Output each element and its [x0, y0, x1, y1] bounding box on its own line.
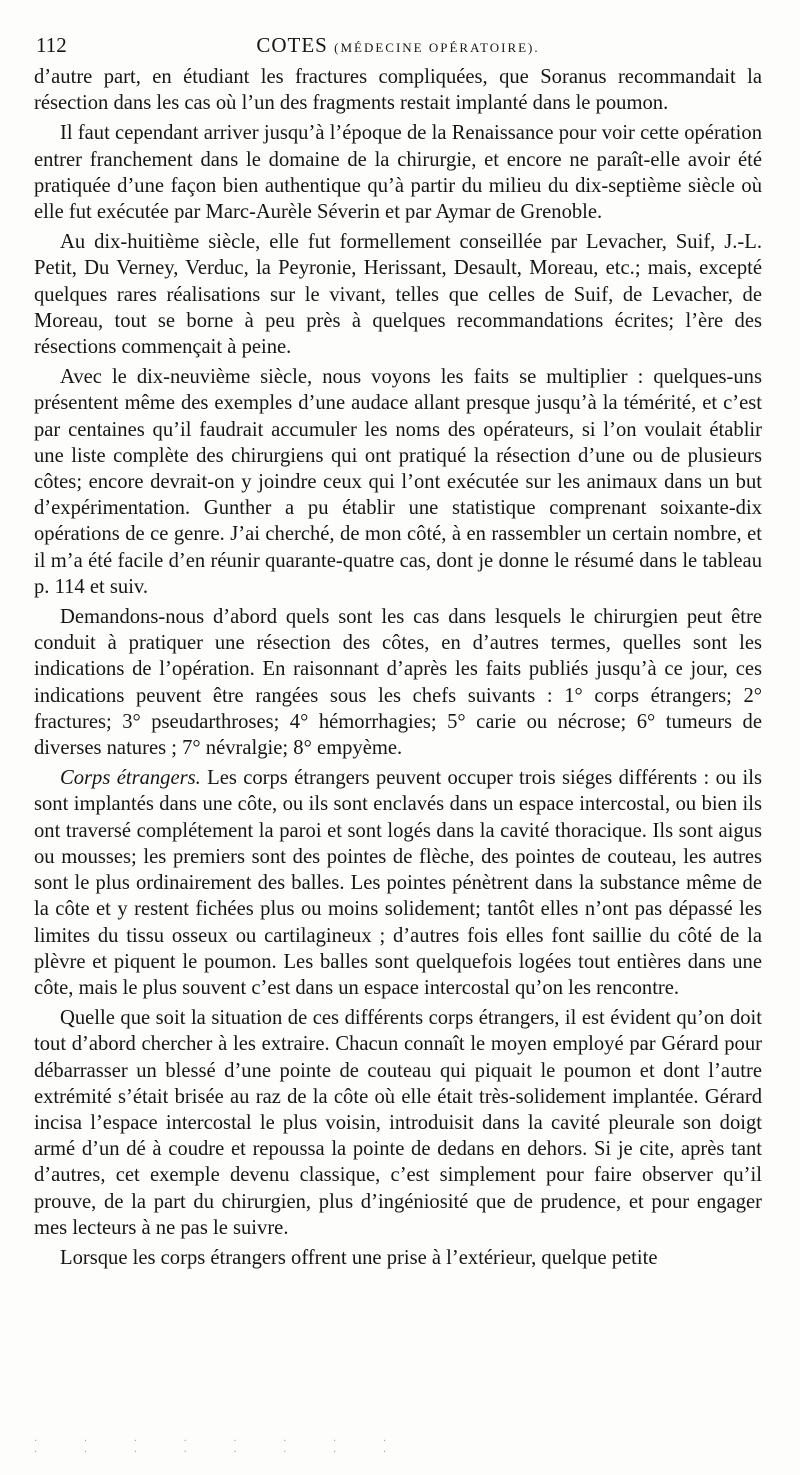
page-header: [36, 30, 760, 60]
paragraph-text: Avec le dix-neuvième siècle, nous voyons les faits se multiplier : quelques-uns présentent même des exemples d’une audace allant presque jusqu’à la témérité, et c’est par centaines qu’il faudrait accumuler les noms des opérateurs, si l’on voulait établir une liste complète des chirurgiens qui ont pratiqué la résection d’une ou de plusieurs côtes; encore devrait-on y joindre ceux qui l’ont exécutée sur les animaux dans un but d’expérimentation. Gunther a pu établir une statistique comprenant soixante-dix opérations de ce genre. J’ai cherché, de mon côté, à en rassembler un certain nombre, et il m’a été facile d’en réunir quarante-quatre cas, dont je donne le résumé dans le tableau p. 114 et suiv.: [34, 366, 762, 598]
paragraph: [34, 364, 762, 600]
running-title-sub: (MÉDECINE OPÉRATOIRE).: [334, 40, 540, 55]
paragraph: [34, 120, 762, 225]
section-lead: Corps étrangers.: [60, 767, 201, 790]
scan-specks: · · · · · · · · · · · · · · · ·: [34, 1436, 409, 1458]
paragraph-text: d’autre part, en étudiant les fractures compliquées, que Soranus recommandait la résection dans les cas où l’un des fragments restait implanté dans le poumon.: [34, 66, 762, 115]
paragraph: [34, 765, 762, 1001]
running-title: [36, 30, 760, 63]
paragraph: [34, 229, 762, 360]
paragraph: [34, 1245, 762, 1271]
paragraph: [34, 1005, 762, 1241]
paragraph-text: Demandons-nous d’abord quels sont les cas dans lesquels le chirurgien peut être conduit à pratiquer une résection des côtes, en d’autres termes, quelles sont les indications de l’opération. En raisonnant d’après les faits publiés jusqu’à ce jour, ces indications peuvent être rangées sous les chefs suivants : 1° corps étrangers; 2° fractures; 3° pseudarthroses; 4° hémorrhagies; 5° carie ou nécrose; 6° tumeurs de diverses natures ; 7° névralgie; 8° empyème.: [34, 606, 762, 760]
paragraph: [34, 604, 762, 761]
paragraph-text: Au dix-huitième siècle, elle fut formellement conseillée par Levacher, Suif, J.-L. Petit, Du Verney, Verduc, la Peyronie, Herissant, Desault, Moreau, etc.; mais, excepté quelques rares réalisations sur le vivant, telles que celles de Suif, de Levacher, de Moreau, tout se borne à peu près à quelques recommandations écrites; l’ère des résections commençait à peine.: [34, 231, 762, 359]
paragraph-text: Lorsque les corps étrangers offrent une prise à l’extérieur, quelque petite: [60, 1246, 658, 1269]
paragraph-text: Quelle que soit la situation de ces différents corps étrangers, il est évident qu’on doit tout d’abord chercher à les extraire. Chacun connaît le moyen employé par Gérard pour débarrasser un blessé d’une pointe de couteau qui piquait le poumon et dont l’autre extrémité s’était brisée au raz de la côte où elle était très-solidement implantée. Gérard incisa l’espace intercostal le plus voisin, introduisit dans la cavité pleurale son doigt armé d’un dé à coudre et repoussa la pointe de dedans en dehors. Si je cite, après tant d’autres, cet exemple devenu classique, c’est simplement pour faire observer qu’il prouve, de la part du chirurgien, plus d’ingéniosité que de prudence, et pour engager mes lecteurs à ne pas le suivre.: [34, 1007, 762, 1239]
paragraph-text: Il faut cependant arriver jusqu’à l’époque de la Renaissance pour voir cette opération entrer franchement dans le domaine de la chirurgie, et encore ne paraît-elle avoir été pratiquée d’une façon bien authentique qu’à partir du milieu du dix-septième siècle où elle fut exécutée par Marc-Aurèle Séverin et par Aymar de Grenoble.: [34, 122, 762, 224]
page-number: 112: [36, 33, 67, 57]
running-title-main: COTES: [256, 33, 328, 57]
paragraph: [34, 64, 762, 116]
paragraph-text: Les corps étrangers peuvent occuper trois siéges différents : ou ils sont implantés dans une côte, ou ils sont enclavés dans un espace intercostal, ou bien ils ont traversé complétement la paroi et sont logés dans la cavité thoracique. Ils sont aigus ou mousses; les premiers sont des pointes de flèche, des pointes de couteau, les autres sont le plus ordinairement des balles. Les pointes pénètrent dans la substance même de la côte et y restent fichées plus ou moins solidement; tantôt elles n’ont pas dépassé les limites du tissu osseux ou cartilagineux ; d’autres fois elles font saillie du côté de la plèvre et piquent le poumon. Les balles sont quelquefois logées tout entières dans une côte, mais le plus souvent c’est dans un espace intercostal qu’on les rencontre.: [34, 767, 762, 999]
body-text: [34, 64, 762, 1271]
